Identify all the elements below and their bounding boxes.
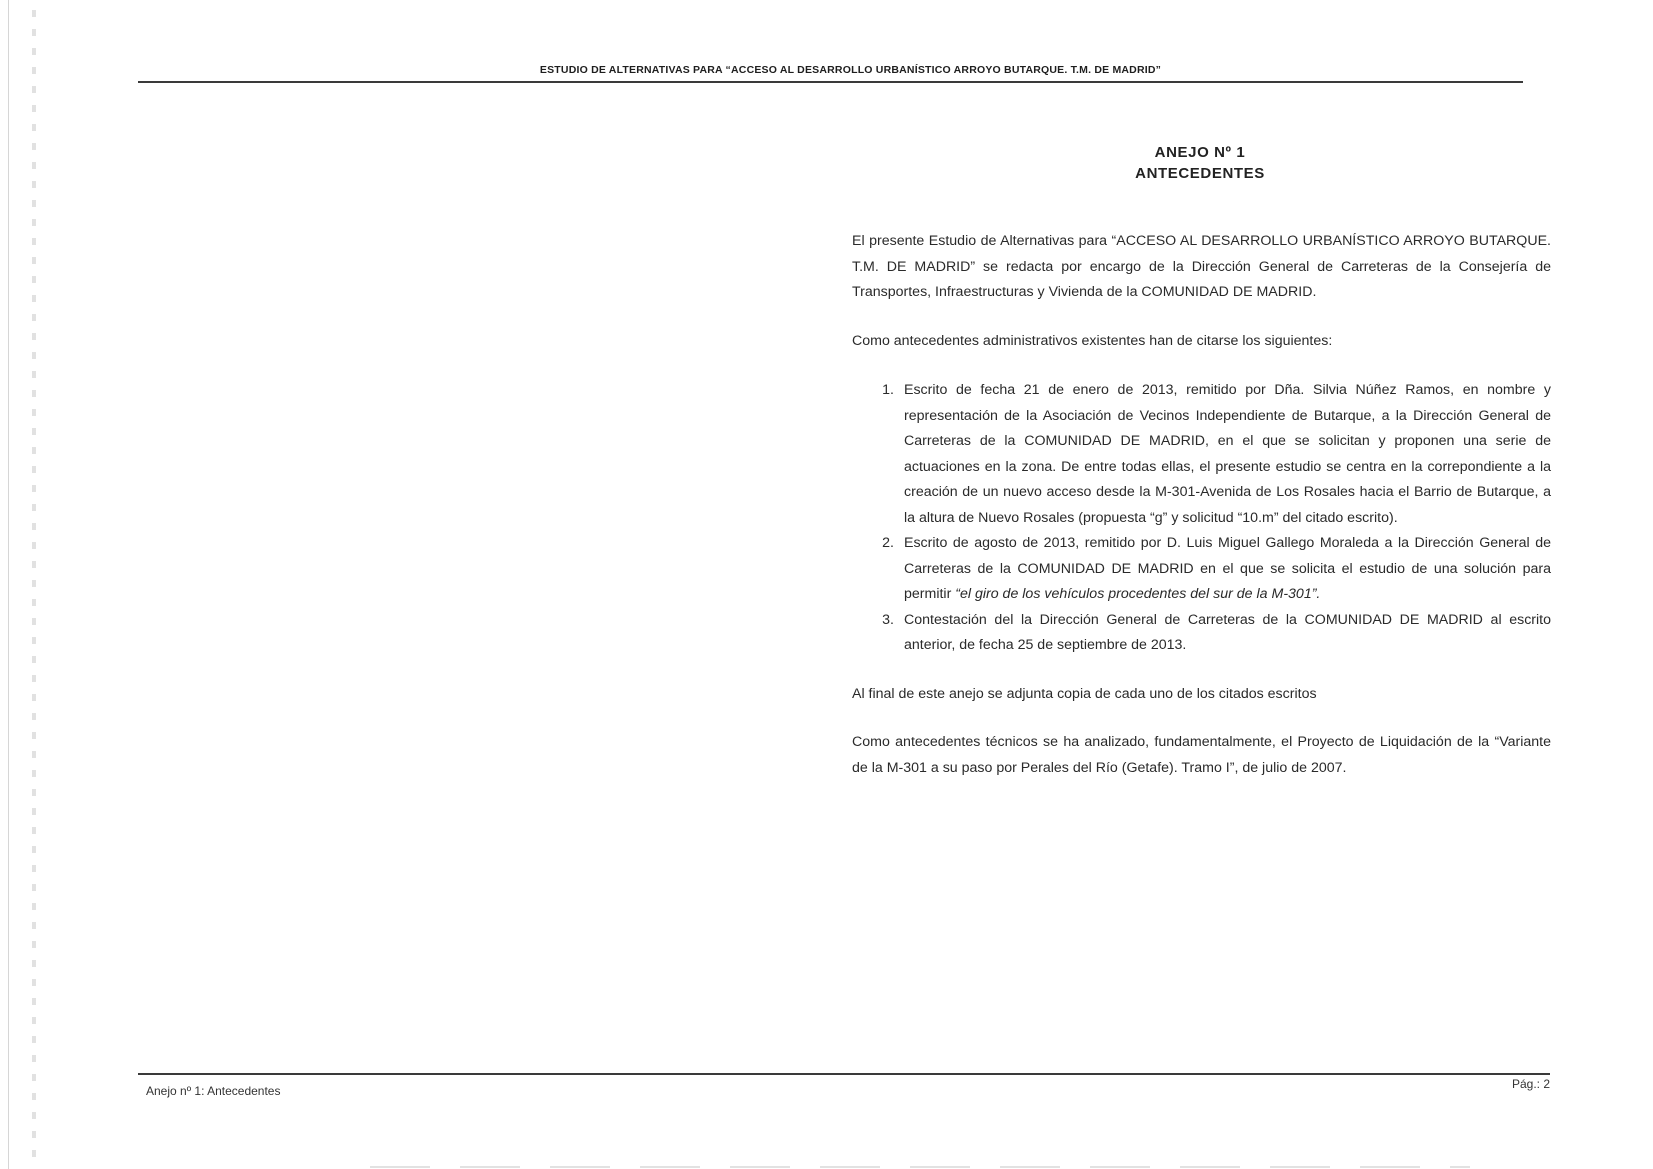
list-item bbox=[852, 608, 1551, 659]
header-rule bbox=[138, 81, 1523, 83]
header-title: ESTUDIO DE ALTERNATIVAS PARA “ACCESO AL DESARROLLO URBANÍSTICO ARROYO BUTARQUE. T.M. DE MADRID” bbox=[539, 64, 1162, 76]
intro-paragraph: El presente Estudio de Alternativas para “ACCESO AL DESARROLLO URBANÍSTICO ARROYO BUTARQUE. T.M. DE MADRID” se redacta por encargo de la Dirección General de Carreteras de la Consejería de Transportes, Infraestructuras y Vivienda de la COMUNIDAD DE MADRID. bbox=[852, 233, 1551, 300]
antecedents-list bbox=[852, 378, 1551, 659]
document-body bbox=[852, 229, 1551, 781]
annex-heading bbox=[1050, 142, 1350, 184]
annex-name: ANTECEDENTES bbox=[1135, 165, 1265, 182]
list-item-text: Escrito de fecha 21 de enero de 2013, remitido por Dña. Silvia Núñez Ramos, en nombre y representación de la Asociación de Vecinos Independiente de Butarque, a la Dirección General de Carreteras de la COMUNIDAD DE MADRID, en el que se solicitan y proponen una serie de actuaciones en la zona. De entre todas ellas, el presente estudio se centra en la correpondiente a la creación de un nuevo acceso desde la M-301-Avenida de Los Rosales hacia el Barrio de Butarque, a la altura de Nuevo Rosales (propuesta “g” y solicitud “10.m” del citado escrito). bbox=[904, 382, 1551, 526]
list-item-text bbox=[904, 531, 1551, 608]
scan-bottom-edge bbox=[370, 1166, 1470, 1168]
page-header bbox=[138, 64, 1523, 83]
list-item-text-quote: “el giro de los vehículos procedentes del sur de la M-301”. bbox=[955, 586, 1321, 602]
scan-edge-marks bbox=[32, 10, 36, 1160]
page-number: Pág.: 2 bbox=[1511, 1077, 1550, 1091]
list-item-text-regular: Escrito de agosto de 2013, remitido por D. Luis Miguel Gallego Moraleda a la Dirección General de Carreteras de la COMUNIDAD DE MADRID en el que se solicita el estudio de una solución para permitir bbox=[904, 535, 1551, 602]
list-item-number: 3. bbox=[882, 611, 894, 628]
scan-edge-line bbox=[8, 0, 9, 1169]
page-footer bbox=[138, 1073, 1550, 1098]
admin-intro-paragraph: Como antecedentes administrativos existentes han de citarse los siguientes: bbox=[852, 332, 1333, 349]
attachment-note: Al final de este anejo se adjunta copia de cada uno de los citados escritos bbox=[852, 685, 1317, 702]
annex-number: ANEJO Nº 1 bbox=[1154, 144, 1246, 161]
footer-rule bbox=[138, 1073, 1550, 1075]
list-item-number: 2. bbox=[882, 535, 894, 551]
footer-section-label: Anejo nº 1: Antecedentes bbox=[146, 1084, 281, 1098]
list-item-number: 1. bbox=[882, 382, 894, 398]
list-item bbox=[852, 531, 1551, 608]
list-item-text: Contestación del la Dirección General de Carreteras de la COMUNIDAD DE MADRID al escrito anterior, de fecha 25 de septiembre de 2013. bbox=[904, 611, 1551, 653]
technical-paragraph: Como antecedentes técnicos se ha analizado, fundamentalmente, el Proyecto de Liquidación de la “Variante de la M-301 a su paso por Perales del Río (Getafe). Tramo I”, de julio de 2007. bbox=[852, 734, 1551, 776]
list-item bbox=[852, 378, 1551, 531]
